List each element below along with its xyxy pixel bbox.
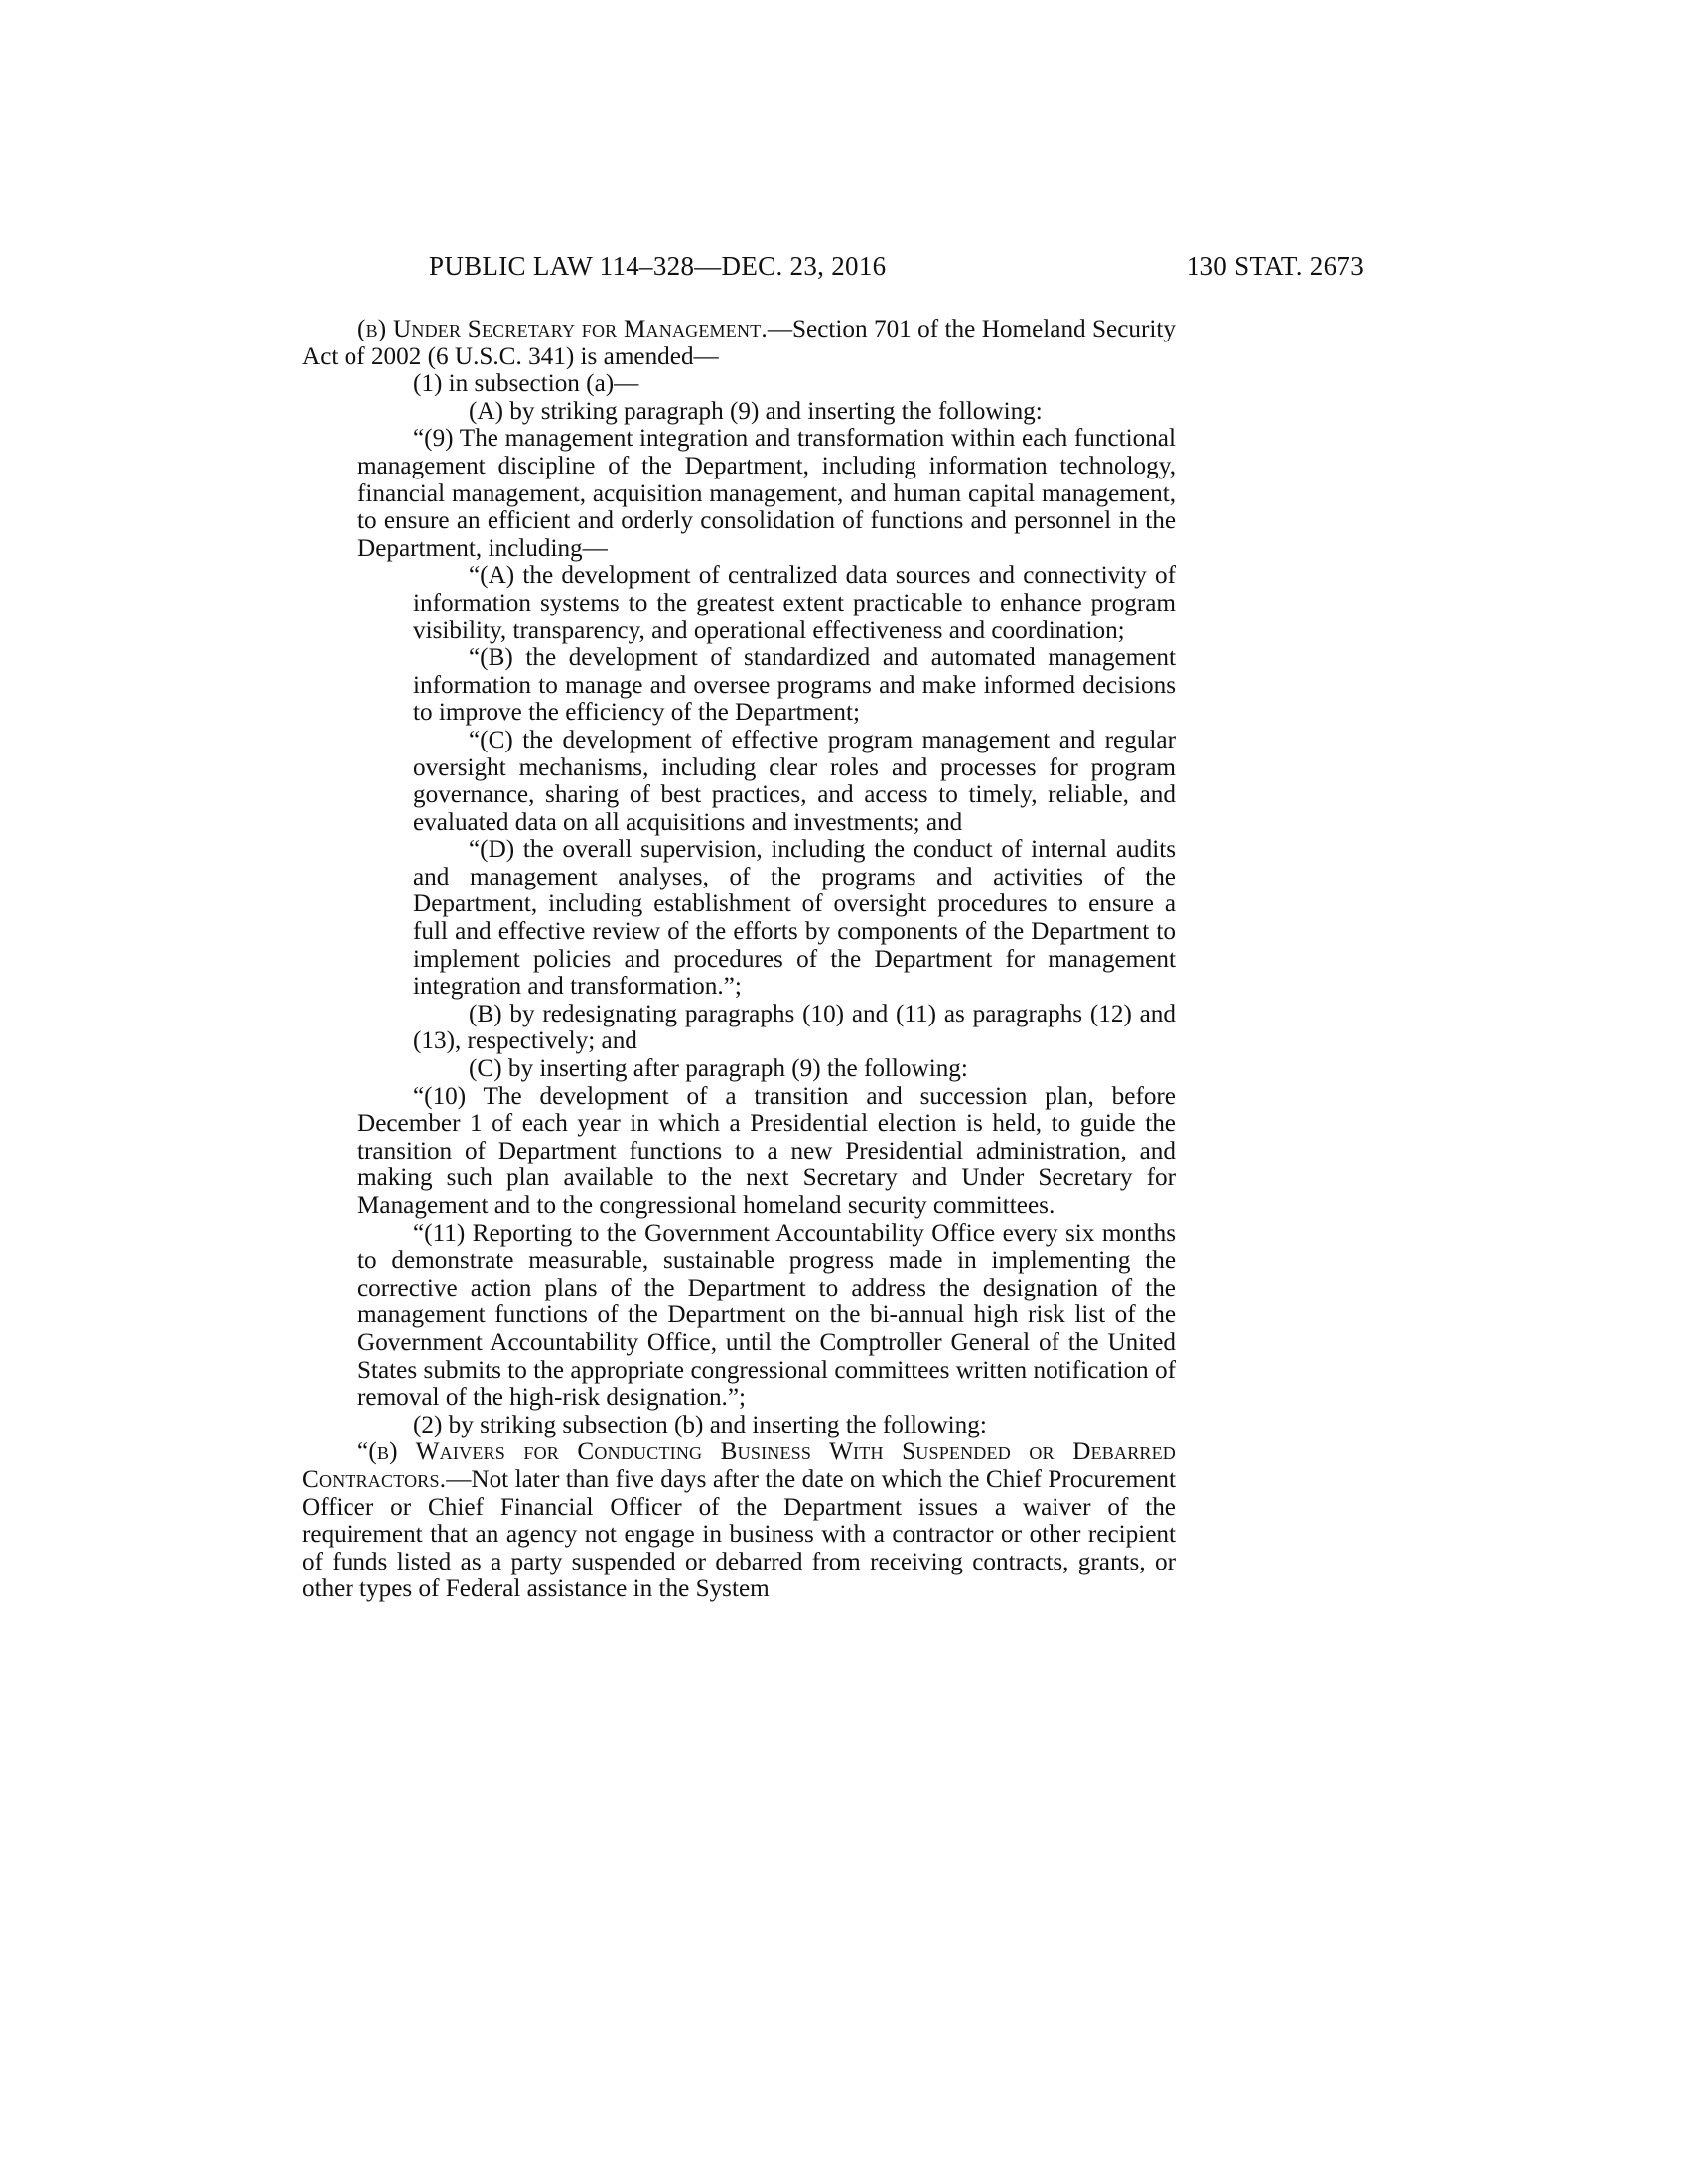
item-2: (2) by striking subsection (b) and inserting the following: <box>413 1411 987 1438</box>
new-subsection-b <box>302 1438 1176 1603</box>
item-1B: (B) by redesignating paragraphs (10) and (11) as paragraphs (12) and (13), respectively; and <box>413 1000 1176 1055</box>
statute-citation: 130 STAT. 2673 <box>1186 251 1364 281</box>
paragraph-9C: “(C) the development of effective program management and regular oversight mechanisms, including clear roles and processes for program governance, sharing of best practices, and access to timely, reliable, and evaluated data on all acquisitions and investments; and <box>413 726 1176 836</box>
item-1A: (A) by striking paragraph (9) and inserting the following: <box>469 397 1043 425</box>
paragraph-10: “(10) The development of a transition and succession plan, before December 1 of each year in which a Presidential election is held, to guide the transition of Department functions to a new Presidential administration, and making such plan available to the next Secretary and Under Secretary for Management and to the congressional homeland security committees. <box>357 1082 1176 1219</box>
subsection-b-lead: —Section 701 of the Homeland Security Act of 2002 (6 U.S.C. 341) is amended— <box>302 316 1176 370</box>
body-text <box>302 316 1176 1603</box>
paragraph-9B: “(B) the development of standardized and automated management information to manage and oversee programs and make informed decisions to improve the efficiency of the Department; <box>413 644 1176 727</box>
item-1C: (C) by inserting after paragraph (9) the following: <box>469 1055 968 1083</box>
paragraph-11: “(11) Reporting to the Government Accountability Office every six months to demonstrate measurable, sustainable progress made in implementing the corrective action plans of the Department to address the designation of the management functions of the Department on the bi-annual high risk list of the Government Accountability Office, until the Comptroller General of the United States submits to the appropriate congressional committees written notification of removal of the high-risk designation.”; <box>357 1219 1176 1412</box>
item-1: (1) in subsection (a)— <box>413 370 639 398</box>
paragraph-9: “(9) The management integration and transformation within each functional management discipline of the Department, including information technology, financial management, acquisition management, and human capital management, to ensure an efficient and orderly consolidation of functions and personnel in the Department, including— <box>357 425 1176 562</box>
subsection-b-paragraph <box>302 316 1176 370</box>
page-header <box>429 246 1364 286</box>
subsection-b-heading: (b) Under Secretary for Management. <box>357 316 768 342</box>
paragraph-9D: “(D) the overall supervision, including the conduct of internal audits and management analyses, of the programs and activities of the Department, including establishment of oversight procedures to ensure a full and effective review of the efforts by components of the Department to implement policies and procedures of the Department for management integration and transformation.”; <box>413 836 1176 1001</box>
new-subsection-b-heading: “(b) Waivers for Conducting Business With Suspended or Debarred Contractors. <box>302 1438 1176 1493</box>
new-subsection-b-text: —Not later than five days after the date on which the Chief Procurement Officer or Chief Financial Officer of the Department issues a waiver of the requirement that an agency not engage in business with a contractor or other recipient of funds listed as a party suspended or debarred from receiving contracts, grants, or other types of Federal assistance in the System <box>302 1465 1176 1603</box>
paragraph-9A: “(A) the development of centralized data sources and connectivity of information systems to the greatest extent practicable to enhance program visibility, transparency, and operational effectiveness and coordination; <box>413 562 1176 644</box>
running-head: PUBLIC LAW 114–328—DEC. 23, 2016 <box>429 251 887 281</box>
